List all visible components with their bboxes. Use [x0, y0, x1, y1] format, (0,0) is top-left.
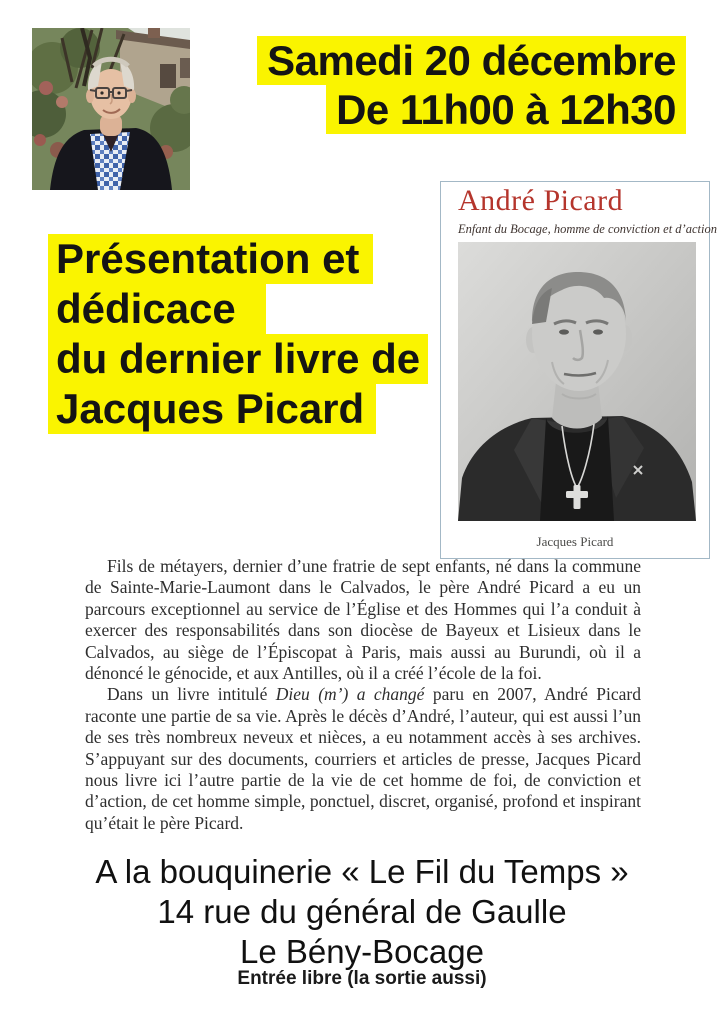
description-paragraph-2: Dans un livre intitulé Dieu (m’) a changé paru en 2007, André Picard raconte une partie de sa vie. Après le décès d’André, l’auteur, qui est aussi l’un de ses très nombreux neveux et nièces, a eu notamment accès à ses archives. S’appuyant sur des documents, courriers et articles de presse, Jacques Picard nous livre ici l’autre partie de la vie de cet homme de foi, de conviction et d’action, de cet homme simple, ponctuel, discret, organisé, profond et inspirant qu’était le père Picard. [85, 684, 641, 833]
headline-line: Présentation et [48, 234, 428, 284]
free-entry-note: Entrée libre (la sortie aussi) [237, 968, 487, 989]
book-title-italic: Dieu (m’) a changé [275, 684, 425, 705]
event-date-banner [240, 36, 686, 134]
book-cover-portrait-illustration [458, 242, 696, 521]
event-date: Samedi 20 décembre [257, 36, 686, 85]
venue-city: Le Bény-Bocage [239, 933, 484, 970]
book-cover-subtitle: Enfant du Bocage, homme de conviction et d’action [458, 222, 717, 236]
author-photo-illustration [32, 28, 190, 190]
author-photo [32, 28, 190, 190]
event-time: De 11h00 à 12h30 [326, 85, 686, 134]
book-description [85, 556, 641, 834]
headline-line: dédicace [48, 284, 428, 334]
venue-street: 14 rue du général de Gaulle [157, 893, 567, 930]
book-cover-photo [458, 242, 696, 521]
headline-line: du dernier livre de [48, 334, 428, 384]
venue-name: A la bouquinerie « Le Fil du Temps » [95, 853, 629, 890]
description-paragraph-1: Fils de métayers, dernier d’une fratrie de sept enfants, né dans la commune de Sainte-Marie-Laumont dans le Calvados, le père André Picard a eu un parcours exceptionnel au service de l’Église et des Hommes qui l’a conduit à exercer des responsabilités dans son diocèse de Bayeux et Lisieux dans le Calvados, au siège de l’Épiscopat à Paris, mais aussi au Burundi, où il a dénoncé le génocide, et aux Antilles, où il a créé l’école de la foi. [85, 556, 641, 684]
headline [48, 234, 428, 434]
venue-block [0, 852, 724, 972]
book-cover-author-caption: Jacques Picard [536, 534, 614, 549]
book-cover [440, 181, 717, 559]
headline-line: Jacques Picard [48, 384, 428, 434]
book-cover-title: André Picard [458, 184, 624, 217]
